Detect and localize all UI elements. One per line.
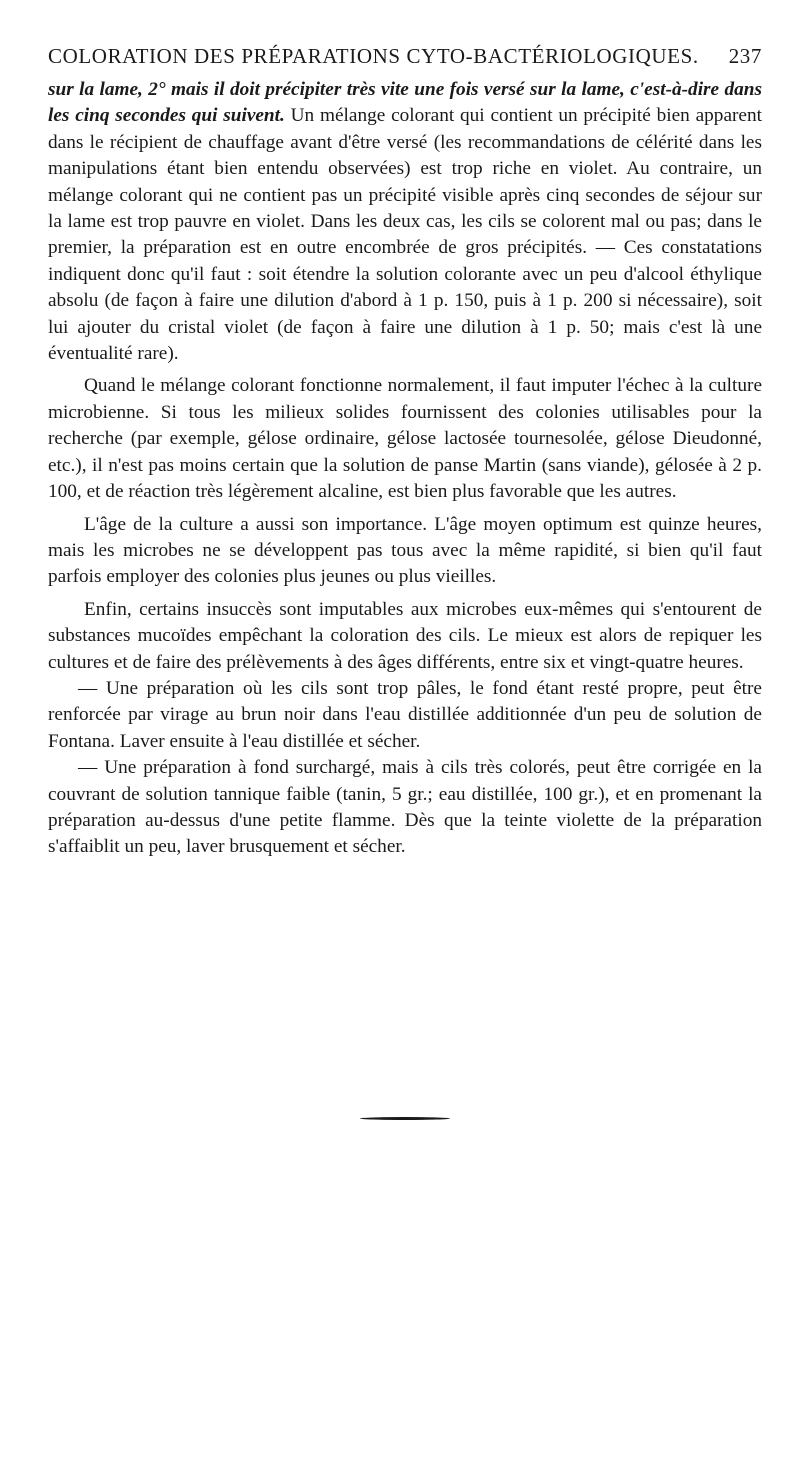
paragraph-continued bbox=[48, 77, 762, 367]
page bbox=[48, 44, 762, 861]
section-end-rule bbox=[360, 1117, 450, 1120]
running-header bbox=[48, 44, 762, 69]
page-number: 237 bbox=[728, 44, 762, 68]
paragraph-pale-cilia: — Une préparation où les cils sont trop pâles, le fond étant resté propre, peut être renforcée par virage au brun noir dans l'eau distillée additionnée d'un peu de solution de Fontana. Laver ensuite à l'eau distillée et sécher. bbox=[48, 677, 762, 752]
paragraph-overloaded-background: — Une préparation à fond surchargé, mais à cils très colorés, peut être corrigée en la couvrant de solution tannique faible (tanin, 5 gr.; eau distillée, 100 gr.), et en promenant la préparation au-dessus d'une petite flamme. Dès que la teinte violette de la préparation s'affaiblit un peu, laver brusquement et sécher. bbox=[48, 757, 762, 858]
body-text bbox=[48, 77, 762, 861]
paragraph-text: Un mélange colorant qui contient un précipité bien apparent dans le récipient de chauffage avant d'être versé (les recommandations de célérité dans les manipulations étant bien entendu observées) est trop riche en violet. Au contraire, un mélange colorant qui ne contient pas un précipité visible après cinq secondes de séjour sur la lame est trop pauvre en violet. Dans les deux cas, les cils se colorent mal ou pas; dans le premier, la préparation est en outre encombrée de gros précipités. — Ces constatations indiquent donc qu'il faut : soit étendre la solution colorante avec un peu d'alcool éthylique absolu (de façon à faire une dilution d'abord à 1 p. 150, puis à 1 p. 200 si nécessaire), soit lui ajouter du cristal violet (de façon à faire une dilution à 1 p. 50; mais c'est là une éventualité rare). bbox=[48, 105, 762, 365]
paragraph-culture-medium: Quand le mélange colorant fonctionne normalement, il faut imputer l'échec à la culture microbienne. Si tous les milieux solides fournissent des colonies utilisables pour la recherche (par exemple, gélose ordinaire, gélose lactosée tournesolée, gélose Dieudonné, etc.), il n'est pas moins certain que la solution de panse Martin (sans viande), gélosée à 2 p. 100, et de réaction très légèrement alcaline, est bien plus favorable que les autres. bbox=[48, 375, 762, 503]
paragraph-culture-age: L'âge de la culture a aussi son importance. L'âge moyen optimum est quinze heures, mais les microbes ne se développent pas tous avec la même rapidité, si bien qu'il faut parfois employer des colonies plus jeunes ou plus vieilles. bbox=[48, 513, 762, 588]
running-title: COLORATION DES PRÉPARATIONS CYTO-BACTÉRIOLOGIQUES. bbox=[48, 44, 699, 68]
italic-emphasis: sur la lame, 2° mais il doit précipiter très vite une fois versé sur la lame, c'est-à-dire dans les cinq secondes qui suivent. bbox=[48, 79, 762, 127]
paragraph-mucoid: Enfin, certains insuccès sont imputables aux microbes eux-mêmes qui s'entourent de substances mucoïdes empêchant la coloration des cils. Le mieux est alors de repiquer les cultures et de faire des prélèvements à des âges différents, entre six et vingt-quatre heures. bbox=[48, 598, 762, 673]
